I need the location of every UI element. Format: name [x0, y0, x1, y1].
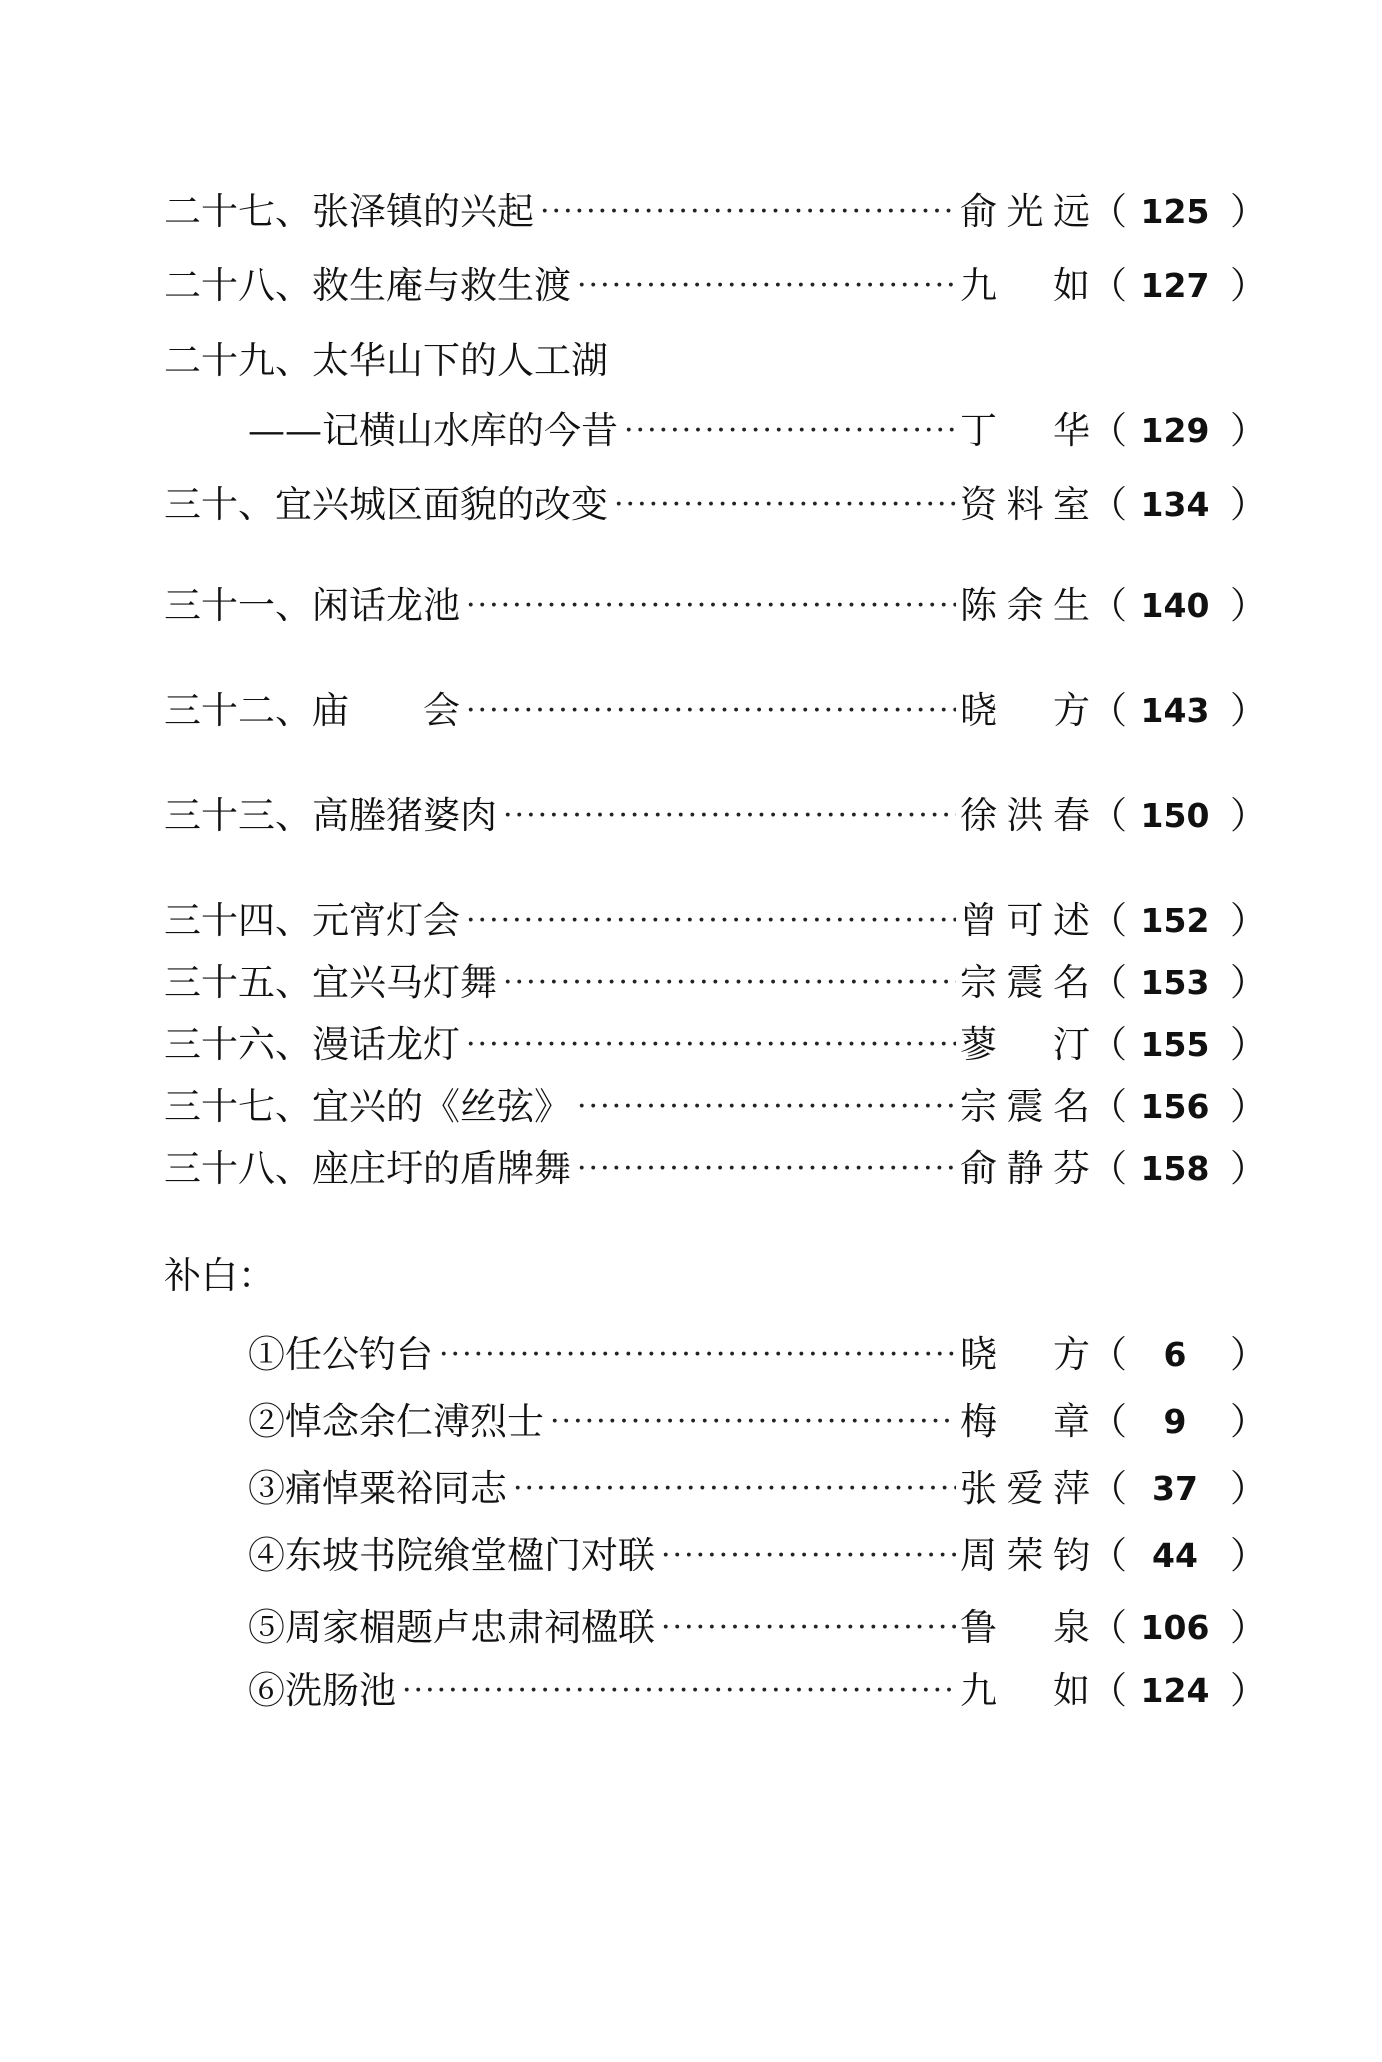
entry-page: 153 — [1140, 963, 1210, 1002]
entry-page: 155 — [1140, 1025, 1210, 1064]
entry-title: ⑥洗肠池 — [248, 1669, 396, 1712]
paren-close: ） — [1230, 1534, 1267, 1577]
leader-dots — [466, 893, 956, 949]
entry-author: 鲁 泉 — [960, 1606, 1090, 1649]
entry-author: 九 如 — [960, 264, 1090, 307]
leader-dots — [466, 1017, 956, 1073]
entry-author: 俞光远 — [960, 190, 1090, 233]
toc-entry — [164, 955, 1267, 1011]
entry-page: 150 — [1140, 796, 1210, 835]
entry-author: 丁 华 — [960, 409, 1090, 452]
entry-title: 三十五、宜兴马灯舞 — [164, 961, 497, 1004]
paren-close: ） — [1230, 1467, 1267, 1510]
entry-title: 三十七、宜兴的《丝弦》 — [164, 1085, 571, 1128]
paren-close: ） — [1230, 689, 1267, 732]
leader-dots — [402, 1663, 956, 1719]
entry-page: 158 — [1140, 1149, 1210, 1188]
paren-open: （ — [1090, 264, 1127, 307]
supplement-entry — [248, 1327, 1267, 1383]
leader-dots — [577, 1079, 956, 1135]
paren-open: （ — [1090, 1669, 1127, 1712]
paren-close: ） — [1230, 584, 1267, 627]
toc-entry — [248, 403, 1267, 459]
entry-title: 三十二、庙 会 — [164, 689, 460, 732]
leader-dots — [466, 578, 956, 634]
leader-dots — [513, 1461, 956, 1517]
entry-title: ③痛悼粟裕同志 — [248, 1467, 507, 1510]
paren-close: ） — [1230, 1400, 1267, 1443]
paren-open: （ — [1090, 794, 1127, 837]
leader-dots — [466, 683, 956, 739]
paren-open: （ — [1090, 1606, 1127, 1649]
toc-entry — [164, 788, 1267, 844]
paren-open: （ — [1090, 1147, 1127, 1190]
leader-dots — [577, 258, 956, 314]
supplement-entry — [248, 1600, 1267, 1656]
entry-title: 三十六、漫话龙灯 — [164, 1023, 460, 1066]
paren-close: ） — [1230, 1333, 1267, 1376]
entry-title: ②悼念余仁溥烈士 — [248, 1400, 544, 1443]
paren-close: ） — [1230, 190, 1267, 233]
entry-author: 张爱萍 — [960, 1467, 1090, 1510]
entry-title: ①任公钓台 — [248, 1333, 433, 1376]
toc-entry — [164, 893, 1267, 949]
paren-close: ） — [1230, 1085, 1267, 1128]
paren-close: ） — [1230, 264, 1267, 307]
entry-title: ——记横山水库的今昔 — [248, 409, 618, 452]
paren-close: ） — [1230, 409, 1267, 452]
entry-page: 125 — [1140, 192, 1210, 231]
paren-open: （ — [1090, 409, 1127, 452]
entry-title: 三十、宜兴城区面貌的改变 — [164, 483, 608, 526]
entry-author: 晓 方 — [960, 689, 1090, 732]
supplement-entry — [248, 1663, 1267, 1719]
leader-dots — [661, 1600, 956, 1656]
entry-author: 徐洪春 — [960, 794, 1090, 837]
entry-page: 124 — [1140, 1671, 1210, 1710]
leader-dots — [661, 1528, 956, 1584]
leader-dots — [439, 1327, 956, 1383]
supplement-heading: 补白： — [164, 1254, 275, 1297]
entry-heading: 二十九、太华山下的人工湖 — [164, 339, 608, 382]
toc-entry — [164, 1141, 1267, 1197]
paren-open: （ — [1090, 1400, 1127, 1443]
entry-author: 曾可述 — [960, 899, 1090, 942]
paren-close: ） — [1230, 794, 1267, 837]
entry-page: 152 — [1140, 901, 1210, 940]
entry-author: 蓼 汀 — [960, 1023, 1090, 1066]
paren-open: （ — [1090, 689, 1127, 732]
entry-title: ④东坡书院飨堂楹门对联 — [248, 1534, 655, 1577]
entry-page: 9 — [1163, 1402, 1187, 1441]
paren-close: ） — [1230, 1023, 1267, 1066]
supplement-entry — [248, 1394, 1267, 1450]
paren-open: （ — [1090, 961, 1127, 1004]
entry-author: 九 如 — [960, 1669, 1090, 1712]
paren-close: ） — [1230, 961, 1267, 1004]
paren-close: ） — [1230, 1669, 1267, 1712]
entry-title: 二十七、张泽镇的兴起 — [164, 190, 534, 233]
entry-page: 134 — [1140, 485, 1210, 524]
leader-dots — [503, 955, 956, 1011]
entry-author: 宗震名 — [960, 1085, 1090, 1128]
paren-close: ） — [1230, 483, 1267, 526]
paren-close: ） — [1230, 1606, 1267, 1649]
toc-entry — [164, 477, 1267, 533]
entry-author: 俞静芬 — [960, 1147, 1090, 1190]
entry-page: 127 — [1140, 266, 1210, 305]
paren-open: （ — [1090, 1023, 1127, 1066]
toc-entry — [164, 184, 1267, 240]
paren-open: （ — [1090, 483, 1127, 526]
paren-close: ） — [1230, 899, 1267, 942]
entry-page: 106 — [1140, 1608, 1210, 1647]
toc-entry — [164, 578, 1267, 634]
leader-dots — [540, 184, 956, 240]
entry-author: 陈余生 — [960, 584, 1090, 627]
supplement-entry — [248, 1528, 1267, 1584]
paren-close: ） — [1230, 1147, 1267, 1190]
entry-page: 156 — [1140, 1087, 1210, 1126]
entry-title: 三十八、座庄圩的盾牌舞 — [164, 1147, 571, 1190]
paren-open: （ — [1090, 1534, 1127, 1577]
entry-title: ⑤周家楣题卢忠肃祠楹联 — [248, 1606, 655, 1649]
entry-author: 周荣钧 — [960, 1534, 1090, 1577]
toc-entry — [164, 1079, 1267, 1135]
entry-author: 宗震名 — [960, 961, 1090, 1004]
toc-entry — [164, 683, 1267, 739]
entry-page: 129 — [1140, 411, 1210, 450]
entry-title: 三十四、元宵灯会 — [164, 899, 460, 942]
leader-dots — [614, 477, 956, 533]
entry-page: 44 — [1152, 1536, 1198, 1575]
entry-author: 梅 章 — [960, 1400, 1090, 1443]
entry-title: 二十八、救生庵与救生渡 — [164, 264, 571, 307]
paren-open: （ — [1090, 899, 1127, 942]
leader-dots — [503, 788, 956, 844]
supplement-entry — [248, 1461, 1267, 1517]
entry-page: 6 — [1163, 1335, 1187, 1374]
toc-entry — [164, 258, 1267, 314]
entry-author: 晓 方 — [960, 1333, 1090, 1376]
paren-open: （ — [1090, 1467, 1127, 1510]
paren-open: （ — [1090, 584, 1127, 627]
entry-title: 三十一、闲话龙池 — [164, 584, 460, 627]
leader-dots — [624, 403, 956, 459]
toc-entry — [164, 1017, 1267, 1073]
entry-author: 资料室 — [960, 483, 1090, 526]
paren-open: （ — [1090, 1333, 1127, 1376]
entry-page: 140 — [1140, 586, 1210, 625]
leader-dots — [550, 1394, 956, 1450]
entry-page: 143 — [1140, 691, 1210, 730]
leader-dots — [577, 1141, 956, 1197]
paren-open: （ — [1090, 1085, 1127, 1128]
entry-page: 37 — [1152, 1469, 1198, 1508]
paren-open: （ — [1090, 190, 1127, 233]
entry-title: 三十三、高塍猪婆肉 — [164, 794, 497, 837]
